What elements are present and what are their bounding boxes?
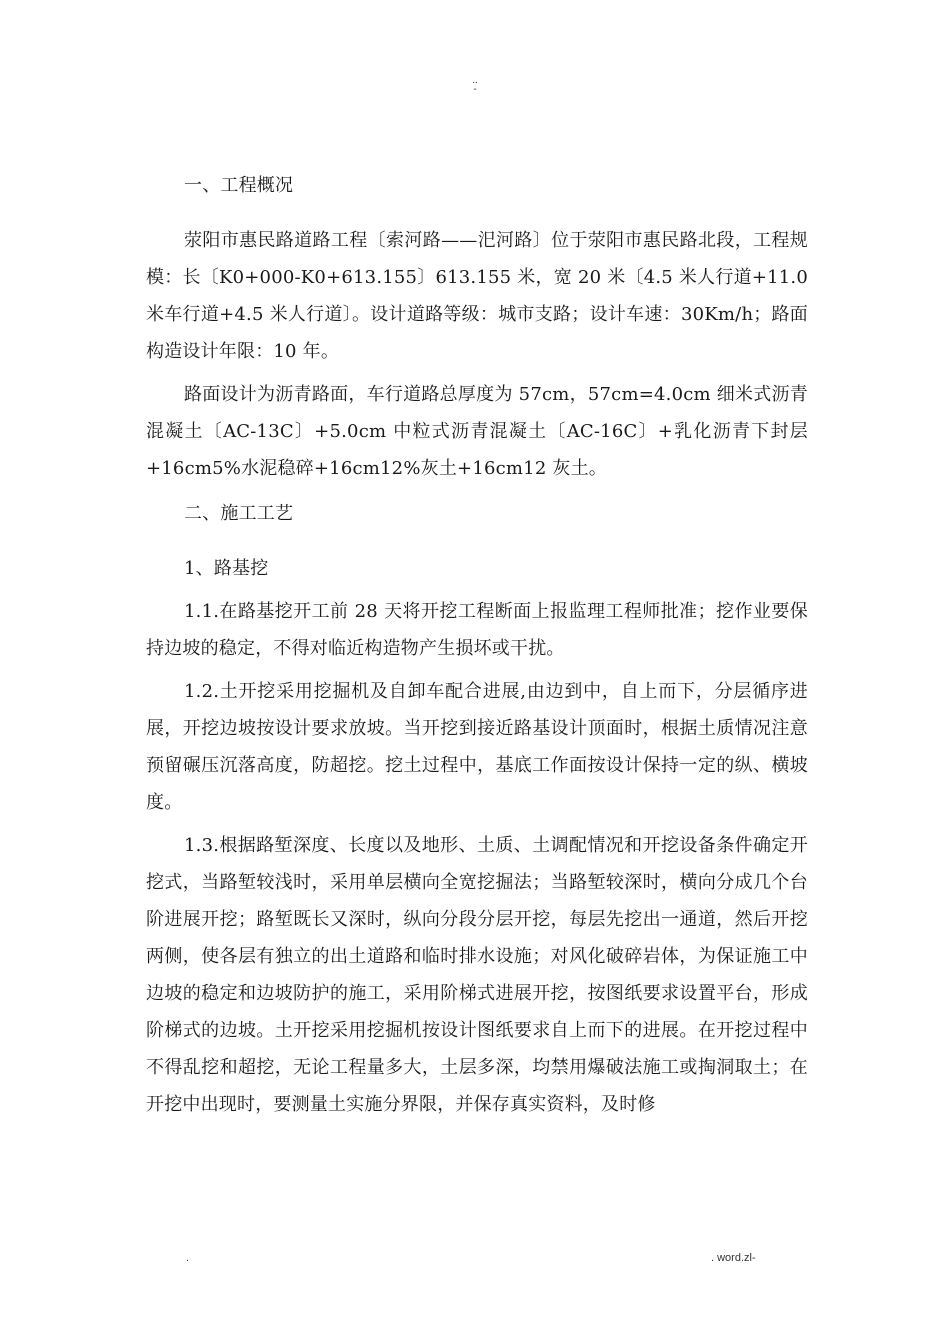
header-dash: - <box>473 84 477 95</box>
header-dots: .. <box>472 75 478 86</box>
footer-left-mark: . <box>186 1252 190 1264</box>
section-heading-process: 二、施工工艺 <box>184 503 294 524</box>
paragraph-1-1: 1.1.在路基挖开工前 28 天将开挖工程断面上报监理工程师批准；挖作业要保持边坡的稳定，不得对临近构造物产生损坏或干扰。 <box>146 601 808 659</box>
document-body <box>146 159 808 1129</box>
footer-watermark: . word.zl- <box>711 1252 756 1264</box>
page-header <box>0 76 950 94</box>
section-heading-overview: 一、工程概况 <box>184 175 294 196</box>
paragraph-pavement-design: 路面设计为沥青路面，车行道路总厚度为 57cm，57cm=4.0cm 细米式沥青混凝土〔AC-13C〕+5.0cm 中粒式沥青混凝土〔AC-16C〕+乳化沥青下封层+16cm5%水泥稳碎+16cm12%灰土+16cm12 灰土。 <box>146 384 808 479</box>
paragraph-project-scope: 荥阳市惠民路道路工程〔索河路——汜河路〕位于荥阳市惠民路北段，工程规模：长〔K0+000-K0+613.155〕613.155 米，宽 20 米〔4.5 米人行道+11.0 米车行道+4.5 米人行道〕。设计道路等级：城市支路；设计车速：30Km/h；路面构造设计年限：10 年。 <box>146 230 808 362</box>
paragraph-1-3: 1.3.根据路堑深度、长度以及地形、土质、土调配情况和开挖设备条件确定开挖式，当路堑较浅时，采用单层横向全宽挖掘法；当路堑较深时，横向分成几个台阶进展开挖；路堑既长又深时，纵向分段分层开挖，每层先挖出一通道，然后开挖两侧，使各层有独立的出土道路和临时排水设施；对风化破碎岩体，为保证施工中边坡的稳定和边坡防护的施工，采用阶梯式进展开挖，按图纸要求设置平台，形成阶梯式的边坡。土开挖采用挖掘机按设计图纸要求自上而下的进展。在开挖过程中不得乱挖和超挖，无论工程量多大，土层多深，均禁用爆破法施工或掏洞取土；在开挖中出现时，要测量土实施分界限，并保存真实资料，及时修 <box>146 835 808 1115</box>
paragraph-1-2: 1.2.土开挖采用挖掘机及自卸车配合进展,由边到中，自上而下，分层循序进展，开挖边坡按设计要求放坡。当开挖到接近路基设计顶面时，根据土质情况注意预留碾压沉落高度，防超挖。挖土过程中，基底工作面按设计保持一定的纵、横坡度。 <box>146 681 808 813</box>
subsection-heading-excavation: 1、路基挖 <box>184 558 269 579</box>
